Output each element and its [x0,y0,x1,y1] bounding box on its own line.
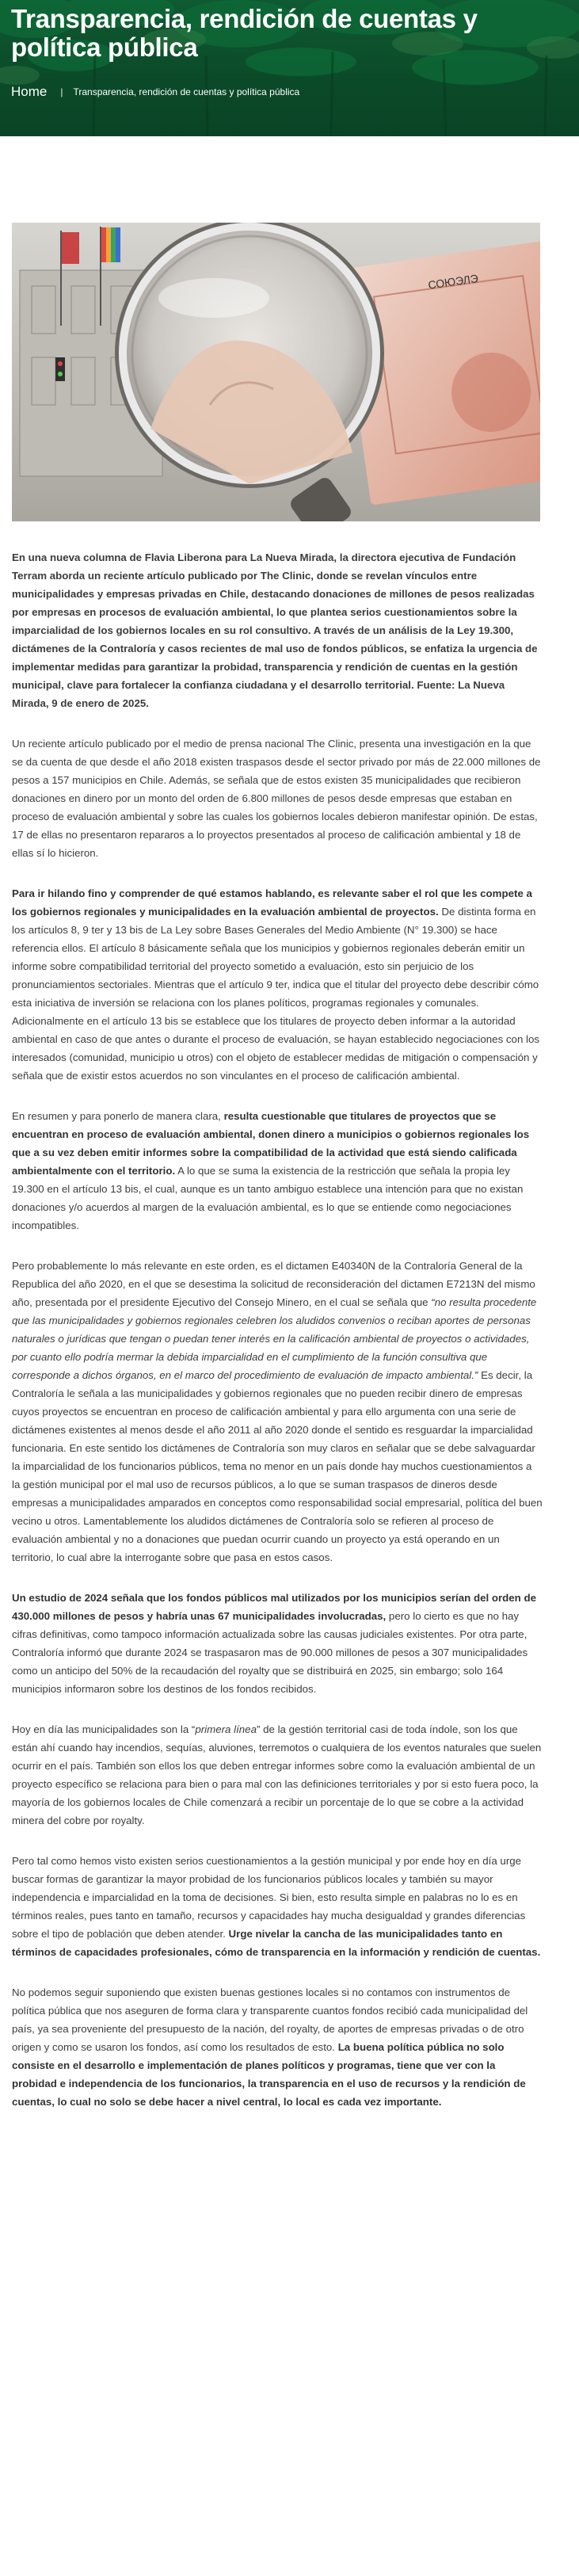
page-title: Transparencia, rendición de cuentas y política pública [11,4,478,62]
breadcrumb-home-link[interactable]: Home [11,84,48,99]
article-paragraph: No podemos seguir suponiendo que existen buenas gestiones locales si no contamos con instrumentos de política pública que nos aseguren de forma clara y transparente cuantos fondos recibió cada municipalidad del país, ya sea proveniente del presupuesto de la nación, del royalty, de aportes de empresas privadas o de otro origen y como se usaron los fondos, así como los resultados de esto. La buena política pública no solo consiste en el desarrollo e implementación de planes políticos y programas, tiene que ver con la probidad e independencia de los funcionarios, la transparencia en el uso de recursos y la rendición de cuentas, lo cual no solo se debe hacer a nivel central, lo local es cada vez importante. [12,1986,528,2108]
breadcrumb-separator: | [60,86,63,97]
article-paragraph: Un estudio de 2024 señala que los fondos públicos mal utilizados por los municipios serían del orden de 430.000 millones de pesos y habría unas 67 municipalidades involucradas, pero lo cierto es que no hay cifras definitivas, como tampoco información actualizada sobre las causas judiciales existentes. Por otra parte, Contraloría informó que durante 2024 se traspasaron mas de 90.000 millones de pesos a 307 municipalidades como un anticipo del 50% de la recaudación del royalty que se distribuirá en 2025, sin embargo; solo 164 municipios informaron sobre los destinos de los fondos recibidos. [12,1592,537,1695]
article-paragraph: En resumen y para ponerlo de manera clara, resulta cuestionable que titulares de proyectos que se encuentran en proceso de evaluación ambiental, donen dinero a municipios o gobiernos regionales los que a su vez deben emitir informes sobre la compatibilidad de la actividad que está siendo calificada ambientalmente con el territorio. A lo que se suma la existencia de la restricción que señala la propia ley 19.300 en el artículo 13 bis, el cual, aunque es un tanto ambiguo establece una intención para que no existan donaciones y/o acuerdos al margen de la evaluación ambiental, es lo que se entiende como negociaciones incompatibles. [12,1110,530,1231]
article-paragraph: Para ir hilando fino y comprender de qué estamos hablando, es relevante saber el rol que les compete a los gobiernos regionales y municipalidades en la evaluación ambiental de proyectos. De distinta forma en los artículos 8, 9 ter y 13 bis de La Ley sobre Bases Generales del Medio Ambiente (N° 19.300) se hace referencia ellos. El artículo 8 básicamente señala que los municipios y gobiernos regionales deberán emitir un informe sobre compatibilidad territorial del proyecto sometido a evaluación, esto sin perjuicio de los pronunciamientos sectoriales. Mientras que el artículo 9 ter, indica que el titular del proyecto debe describir cómo esta iniciativa de inversión se relaciona con los planes políticos, programas regionales y comunales. Adicionalmente en el artículo 13 bis se establece que los titulares de proyecto deben informar a la autoridad ambiental en caso de que antes o durante el proceso de evaluación, se hayan establecido negociaciones con los interesados (comunidad, municipio u otros) con el objeto de establecer medidas de mitigación o compensación y señala que de existir estos acuerdos no son vinculantes en el proceso de calificación ambiental. [12,887,540,1082]
article-lead-paragraph: En una nueva columna de Flavia Liberona para La Nueva Mirada, la directora ejecutiva de Fundación Terram aborda un reciente artículo publicado por The Clinic, donde se revelan vínculos entre municipalidades y empresas privadas en Chile, destacando donaciones de millones de pesos realizadas por empresas en procesos de evaluación ambiental, lo que plantea serios cuestionamientos sobre la imparcialidad de los gobiernos locales en su rol consultivo. A través de un análisis de la Ley 19.300, dictámenes de la Contraloría y casos recientes de mal uso de fondos públicos, se enfatiza la urgencia de implementar medidas para garantizar la probidad, transparencia y rendición de cuentas en la gestión municipal, clave para fortalecer la confianza ciudadana y el desarrollo territorial. Fuente: La Nueva Mirada, 9 de enero de 2025. [12,551,538,709]
article-paragraph: Pero probablemente lo más relevante en este orden, es el dictamen E40340N de la Contraloría General de la Republica del año 2020, en el que se desestima la solicitud de reconsideración del dictamen E7213N del mismo año, presentada por el presidente Ejecutivo del Consejo Minero, en el cual se señala que “no resulta procedente que las municipalidades y gobiernos regionales celebren los aludidos convenios o reciban aportes de personas naturales o jurídicas que tengan o puedan tener interés en la calificación ambiental de proyectos o actividades, por cuanto ello podría mermar la debida imparcialidad en el cumplimiento de la función consultiva que corresponde a dichos órganos, en el marco del procedimiento de evaluación de impacto ambiental.” Es decir, la Contraloría le señala a las municipalidades y gobiernos regionales que no pueden recibir dinero de empresas cuyos proyectos se encuentran en proceso de calificación ambiental y para ello argumenta con una serie de dictámenes existentes al menos desde el año 2011 al año 2020 donde el sentido es resguardar la imparcialidad funcionaria. En este sentido los dictámenes de Contraloría son muy claros en señalar que se debe salvaguardar la imparcialidad de los funcionarios públicos, tema no menor en un país donde hay muchos cuestionamientos a la gestión municipal por el mal uso de recursos públicos, a lo que se suman traspasos de dineros desde empresas a municipalidades amparados en conceptos como responsabilidad social empresarial, política del buen vecino u otros. Lamentablemente los aludidos dictámenes de Contraloría solo se refieren al proceso de evaluación ambiental y no a donaciones que puedan ocurrir cuando un proyecto ya está operando en un territorio, lo cual abre la interrogante sobre que pasa en estos casos. [12,1260,543,1563]
breadcrumb-current: Transparencia, rendición de cuentas y política pública [73,86,300,97]
breadcrumb [11,84,299,100]
article-paragraph: Un reciente artículo publicado por el medio de prensa nacional The Clinic, presenta una investigación en la que se da cuenta de que desde el año 2018 existen traspasos desde el sector privado por más de 22.000 millones de pesos a 157 municipios en Chile. Además, se señala que de estos existen 35 municipalidades que recibieron donaciones en dinero por un monto del orden de 6.800 millones de pesos desde empresas que estaban en proceso de evaluación ambiental y sobre las cuales los gobiernos locales debieron manifestar opinión. De estas, 17 de ellas no presentaron repararos a lo proyectos presentados al proceso de calificación ambiental y 18 de ellas sí lo hicieron. [12,738,541,859]
contraloria-quote: “no resulta procedente que las municipalidades y gobiernos regionales celebren los aludidos convenios o reciban aportes de personas naturales o jurídicas que tengan o puedan tener interés en la calificación ambiental de proyectos o actividades, por cuanto ello podría mermar la debida imparcialidad en el cumplimiento de la función consultiva que corresponde a dichos órganos, en el marco del procedimiento de evaluación de impacto ambiental.” [12,1296,537,1381]
page-header-banner [0,0,579,136]
article-body [12,548,543,2133]
article-paragraph: Hoy en día las municipalidades son la “primera línea” de la gestión territorial casi de toda índole, son los que están ahí cuando hay incendios, sequías, aluviones, terremotos o cualquiera de los eventos naturales que suelen ocurrir en el país. También son ellos los que deben entregar informes sobre como la evaluación ambiental de un proyecto específico se relaciona para bien o para mal con las definiciones territoriales y por si esto fuera poco, la mayoría de los gobiernos locales de Chile comenzará a recibir un porcentaje de lo que se cobre a la actividad minera del cobre por royalty. [12,1723,542,1826]
banknote-text: СОЮЭЛЭ [427,272,479,292]
article-paragraph: Pero tal como hemos visto existen serios cuestionamientos a la gestión municipal y por ende hoy en día urge buscar formas de garantizar la mayor probidad de los funcionarios públicos locales y también su mayor independencia e imparcialidad en la toma de decisiones. Si bien, esto resulta simple en palabras no lo es en términos reales, pues tanto en tamaño, recursos y capacidades hay mucha desigualdad y grandes diferencias sobre el tipo de población que deben atender. Urge nivelar la cancha de las municipalidades tanto en términos de capacidades profesionales, cómo de transparencia en la información y rendición de cuentas. [12,1855,541,1958]
article-featured-image [12,223,540,521]
magnifier-money-illustration [12,223,540,521]
